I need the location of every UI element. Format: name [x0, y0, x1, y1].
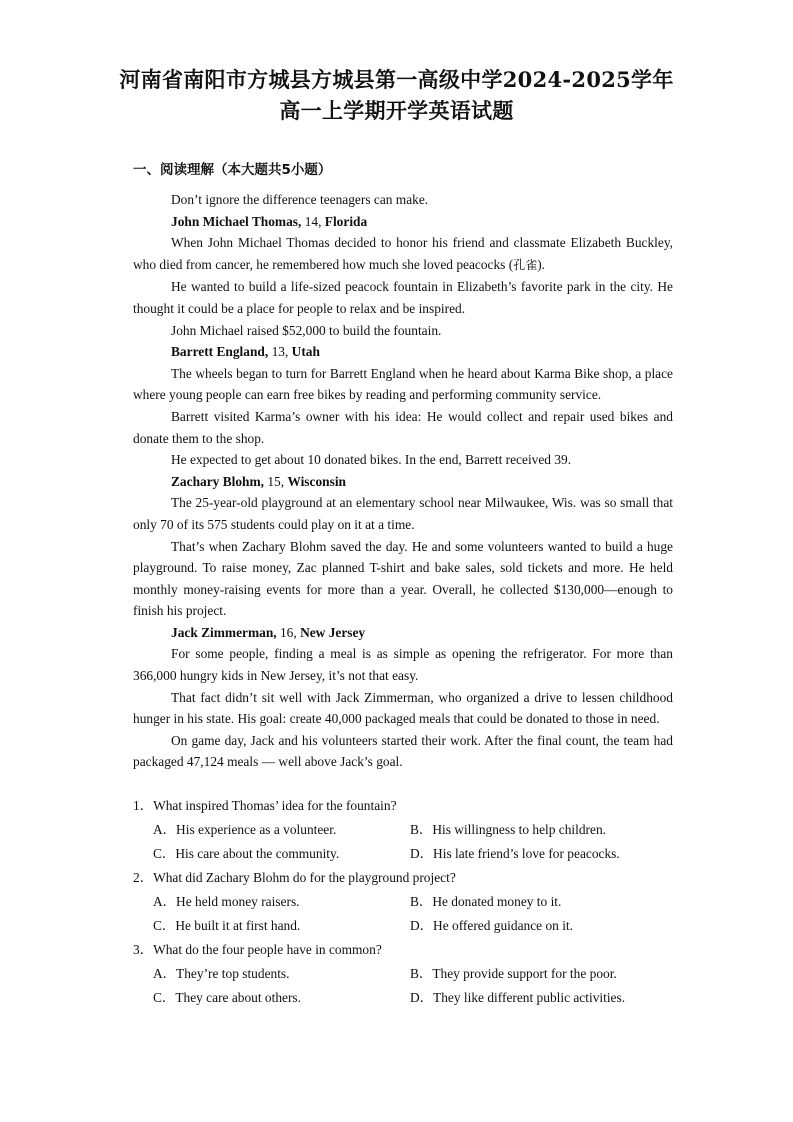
question-list: [133, 794, 693, 1010]
option-row: [133, 986, 693, 1010]
person-name: Barrett England,: [171, 344, 269, 360]
person-state: Wisconsin: [287, 473, 346, 489]
question-stem: 3．What do the four people have in common?: [133, 942, 382, 957]
question-stem: 2．What did Zachary Blohm do for the playground project?: [133, 870, 456, 885]
person-heading-zimmerman: [133, 622, 673, 644]
person-age: 16,: [276, 624, 301, 640]
person-age: 13,: [268, 344, 292, 360]
chinese-gloss: 孔雀: [513, 257, 538, 272]
person-name: Zachary Blohm,: [171, 473, 264, 489]
option-row: [133, 914, 693, 938]
option-d: D．His late friend’s love for peacocks.: [410, 846, 620, 861]
paragraph: [133, 232, 673, 276]
section-heading: 一、阅读理解（本大题共5小题）: [133, 162, 332, 178]
option-d: D．They like different public activities.: [410, 990, 626, 1005]
paragraph: That’s when Zachary Blohm saved the day. He and some volunteers wanted to build a huge playground. To raise money, Zac planned T-shirt and bake sales, sold tickets and more. He held monthly money-raising events for more than a year. Overall, he collected $130,000—enough to finish his project.: [133, 538, 673, 619]
option-row: [133, 962, 693, 986]
option-a: A．They’re top students.: [153, 966, 290, 981]
option-c: C．They care about others.: [153, 990, 301, 1005]
person-name: Jack Zimmerman,: [171, 624, 277, 640]
reading-passage: [133, 189, 673, 773]
person-age: 14,: [301, 213, 325, 229]
question-3: [133, 938, 693, 1010]
paragraph: The 25-year-old playground at an elementary school near Milwaukee, Wis. was so small that only 70 of its 575 students could play on it at a time.: [133, 495, 673, 532]
paragraph: On game day, Jack and his volunteers started their work. After the final count, the team had packaged 47,124 meals — well above Jack’s goal.: [133, 732, 673, 770]
option-d: D．He offered guidance on it.: [410, 918, 573, 933]
person-state: Utah: [291, 344, 320, 360]
option-b: B．His willingness to help children.: [410, 822, 607, 837]
question-2: [133, 866, 693, 938]
paragraph: John Michael raised $52,000 to build the fountain.: [171, 322, 442, 338]
option-row: [133, 842, 693, 866]
person-age: 15,: [264, 473, 288, 489]
option-c: C．His care about the community.: [153, 846, 340, 861]
option-b: B．They provide support for the poor.: [410, 966, 617, 981]
paragraph: For some people, finding a meal is as simple as opening the refrigerator. For more than 366,000 hungry kids in New Jersey, it’s not that easy.: [133, 646, 673, 684]
page-title-line1: 河南省南阳市方城县方城县第一高级中学2024-2025学年: [119, 67, 674, 92]
passage-intro: Don’t ignore the difference teenagers can make.: [171, 192, 429, 207]
question-stem: 1．What inspired Thomas’ idea for the fountain?: [133, 798, 397, 813]
person-heading-england: [133, 341, 673, 363]
option-row: [133, 890, 693, 914]
paragraph: The wheels began to turn for Barrett England when he heard about Karma Bike shop, a place where young people can earn free bikes by reading and performing community service.: [133, 365, 673, 403]
person-state: New Jersey: [300, 624, 366, 640]
option-a: A．His experience as a volunteer.: [153, 822, 337, 837]
paragraph: He wanted to build a life-sized peacock fountain in Elizabeth’s favorite park in the city. He thought it could be a place for people to relax and be inspired.: [133, 279, 673, 316]
person-heading-blohm: [133, 471, 673, 493]
page-title-line2: 高一上学期开学英语试题: [279, 98, 514, 123]
question-1: [133, 794, 693, 866]
paragraph-text: When John Michael Thomas decided to honor his friend and classmate Elizabeth Buckley, who died from cancer, he remembered how much she loved peacocks (: [133, 235, 673, 272]
option-c: C．He built it at first hand.: [153, 918, 301, 933]
paragraph: He expected to get about 10 donated bikes. In the end, Barrett received 39.: [171, 452, 572, 468]
person-state: Florida: [324, 213, 368, 229]
paragraph: That fact didn’t sit well with Jack Zimmerman, who organized a drive to lessen childhood hunger in his state. His goal: create 40,000 packaged meals that could be donated to those in need.: [133, 689, 673, 727]
paragraph: Barrett visited Karma’s owner with his idea: He would collect and repair used bikes and donate them to the shop.: [133, 408, 673, 446]
option-row: [133, 818, 693, 842]
option-a: A．He held money raisers.: [153, 894, 300, 909]
paragraph-text-end: ).: [537, 256, 546, 272]
option-b: B．He donated money to it.: [410, 894, 562, 909]
person-name: John Michael Thomas,: [171, 213, 302, 229]
person-heading-thomas: [133, 211, 673, 233]
